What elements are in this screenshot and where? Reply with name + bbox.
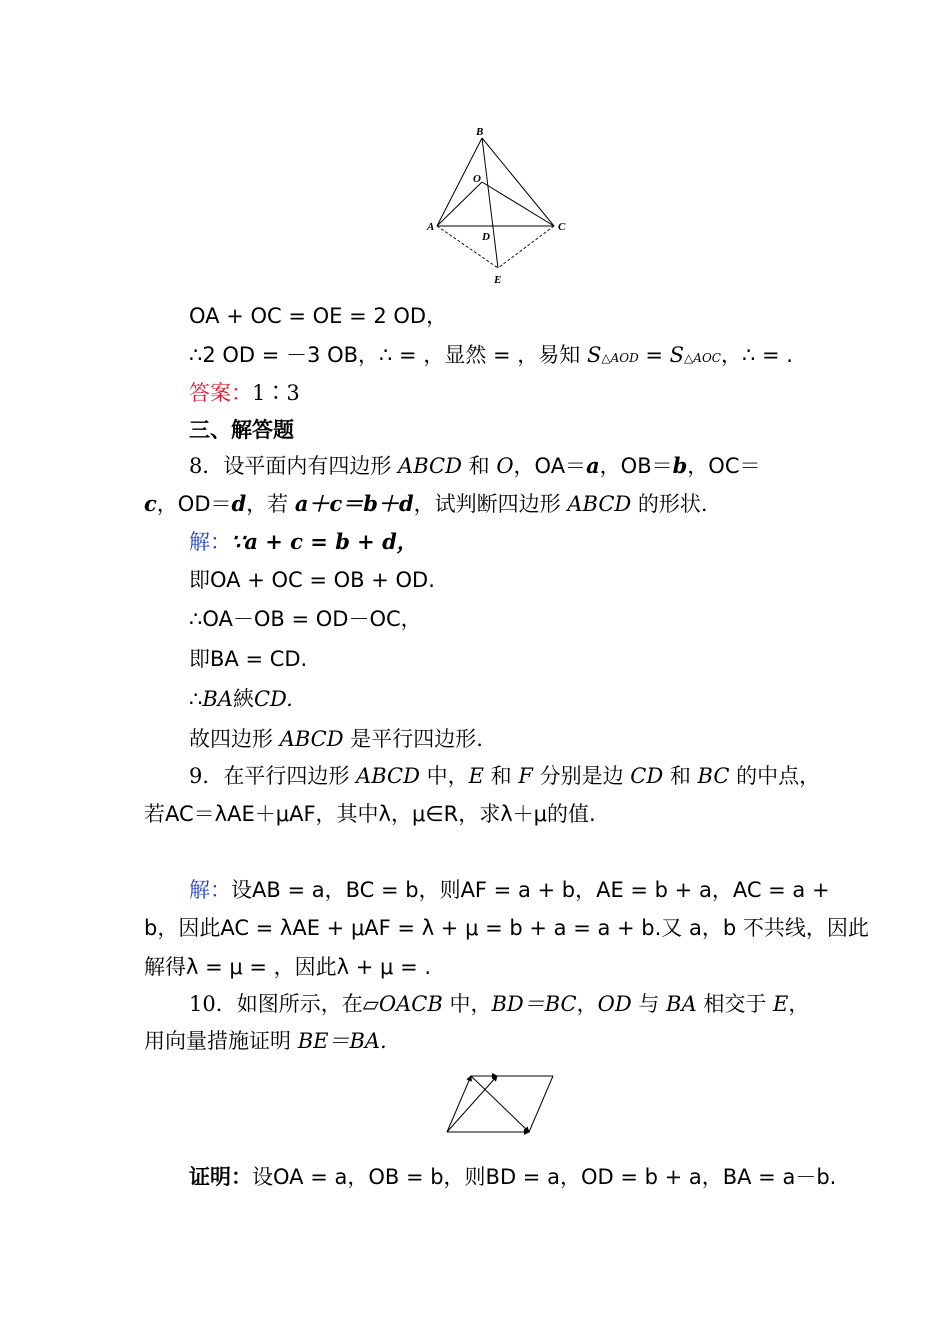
s8-line-2: 即OA + OC = OB + OD. <box>189 568 435 592</box>
solution-label-2: 解： <box>189 878 231 902</box>
line-2: ∴2 OD = －3 OB，∴ = ，显然 = ，易知 S△AOD = S△AOC，∴ = . <box>189 343 793 367</box>
s9-line-1: 解：设AB = a，BC = b，则AF = a + b，AE = b + a，AC = a + <box>189 878 830 902</box>
label-d: D <box>482 231 490 243</box>
proof-label: 证明： <box>189 1165 252 1189</box>
s8-line-3: ∴OA－OB = OD－OC， <box>189 607 422 631</box>
q8-line-1: 8．设平面内有四边形 ABCD 和 O，OA＝a，OB＝b，OC＝ <box>189 453 761 478</box>
q10-line-1: 10．如图所示，在▱OACB 中，BD＝BC，OD 与 BA 相交于 E， <box>189 992 810 1016</box>
label-o: O <box>473 173 481 185</box>
s9-line-2: b，因此AC = λAE + μAF = λ + μ = b + a = a + b.又 a，b 不共线，因此 <box>144 916 869 940</box>
tetrahedron-figure <box>420 122 580 292</box>
s8-line-6: 故四边形 ABCD 是平行四边形. <box>189 727 483 751</box>
label-c: C <box>558 221 566 233</box>
proof-line-1: 证明：设OA = a，OB = b，则BD = a，OD = b + a，BA = a－b. <box>189 1165 837 1189</box>
s9-line-3: 解得λ = μ = ，因此λ + μ = . <box>144 955 432 979</box>
q10-line-2: 用向量措施证明 BE＝BA. <box>144 1029 387 1053</box>
q9-line-1: 9．在平行四边形 ABCD 中，E 和 F 分别是边 CD 和 BC 的中点， <box>189 764 821 788</box>
section-title: 三、解答题 <box>189 418 294 442</box>
answer-value: 1∶3 <box>252 381 300 405</box>
q8-line-2: c，OD＝d，若 a＋c＝b＋d，试判断四边形 ABCD 的形状. <box>144 491 708 516</box>
label-b: B <box>476 126 484 138</box>
answer-line <box>189 379 300 407</box>
s8-line-5: ∴BA綊CD. <box>189 687 293 711</box>
answer-label: 答案： <box>189 381 252 405</box>
s8-line-1: 解：∵a + c = b + d， <box>189 529 418 554</box>
q9-line-2: 若AC＝λAE＋μAF，其中λ，μ∈R，求λ＋μ的值. <box>144 802 596 826</box>
label-a: A <box>427 221 435 233</box>
s8-line-4: 即BA = CD. <box>189 647 308 671</box>
line-1: OA + OC = OE = 2 OD， <box>189 304 448 328</box>
parallelogram-figure <box>425 1064 575 1148</box>
label-e: E <box>494 274 502 286</box>
solution-label: 解： <box>189 530 231 554</box>
